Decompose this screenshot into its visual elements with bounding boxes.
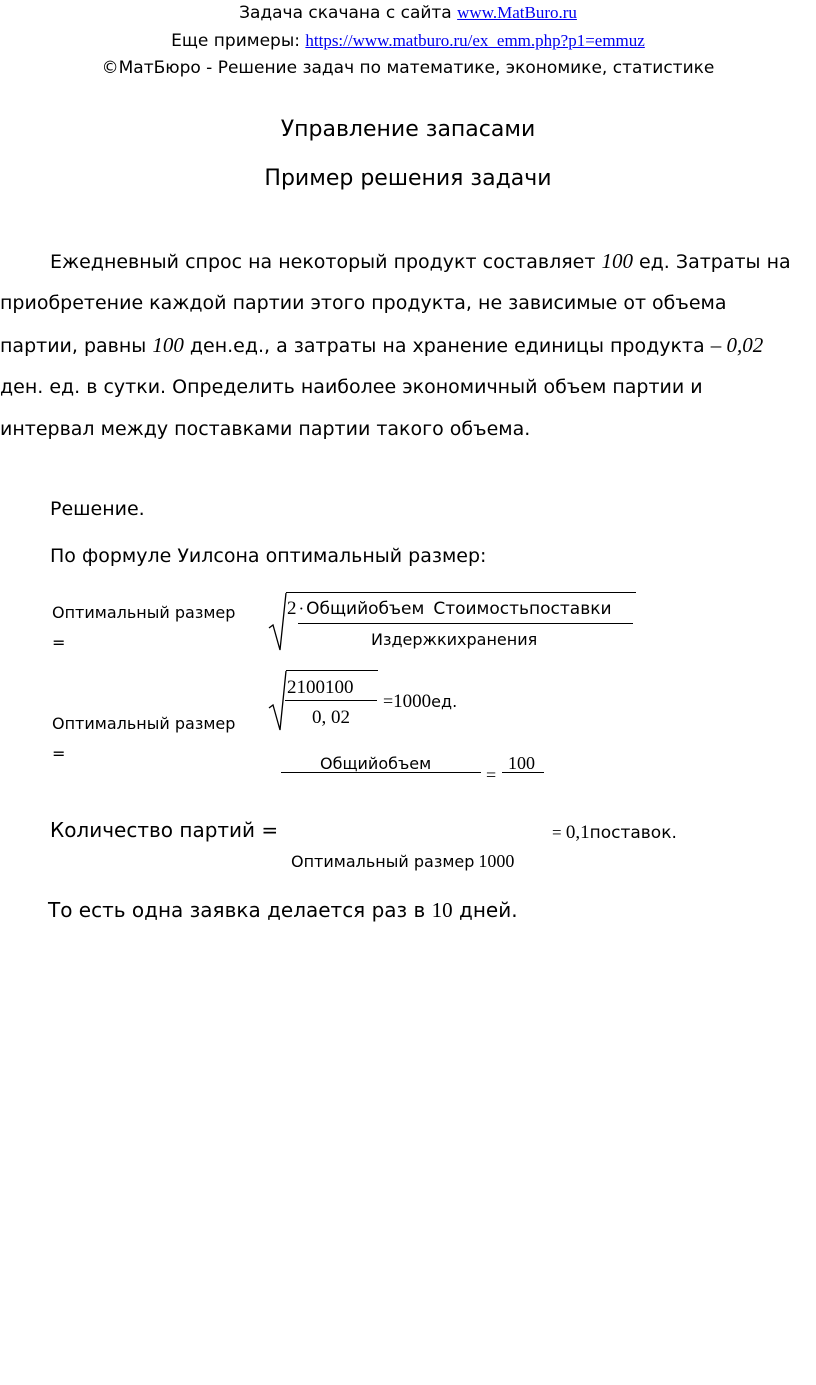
formula1-lhs: Оптимальный размер: [52, 603, 236, 622]
batches-value: 0,1: [565, 822, 590, 843]
interval-value: 10: [431, 898, 453, 922]
formula2-sqrt-bar: [286, 670, 378, 671]
formula3-result: [552, 822, 677, 844]
page-title: Управление запасами: [280, 117, 536, 142]
examples-text: Еще примеры:: [171, 31, 306, 51]
formula2-lhs-eq: =: [52, 744, 66, 763]
problem-line-5: интервал между поставками партии такого объема.: [0, 418, 531, 440]
problem-text: партии, равны: [0, 335, 153, 357]
demand-value: 100: [601, 249, 633, 273]
unit: ед.: [431, 692, 458, 711]
problem-line-3: [0, 324, 763, 367]
page-subtitle: Пример решения задачи: [264, 166, 552, 191]
header-line-copyright: ©МатБюро - Решение задач по математике, экономике, статистике: [101, 58, 715, 78]
formula3-value-fraction-bar: [502, 772, 544, 773]
formula1-lhs-eq: =: [52, 633, 66, 652]
holding-cost-value: – 0,02: [710, 333, 764, 357]
formula2-sqrt-sign: [268, 670, 288, 732]
examples-link[interactable]: https://www.matburo.ru/ex_emm.php?p1=emmuz: [305, 31, 645, 50]
problem-text: Ежедневный спрос на некоторый продукт составляет: [50, 251, 602, 273]
problem-text: ден.ед., а затраты на хранение единицы продукта: [183, 335, 711, 357]
conclusion-text: дней.: [452, 898, 518, 922]
result-eq: =: [383, 691, 394, 711]
conclusion: [48, 898, 518, 923]
den-value: 1000: [478, 851, 515, 871]
optimal-size-value: 1000: [393, 691, 432, 712]
coef-two: 2: [287, 598, 297, 619]
delivery-cost-term: Стоимостьпоставки: [433, 599, 612, 619]
formula-intro: По формуле Уилсона оптимальный размер:: [50, 545, 487, 567]
formula1-sqrt-bar: [286, 592, 636, 593]
formula3-num-value: 100: [508, 753, 535, 773]
formula1-fraction-bar: [298, 623, 633, 624]
result-eq: =: [552, 823, 566, 842]
formula1-sqrt-sign: [268, 592, 288, 652]
total-volume-term: Общийобъем: [306, 599, 425, 619]
order-cost-value: 100: [152, 333, 184, 357]
formula2-lhs: Оптимальный размер: [52, 714, 236, 733]
formula2-numerator: 2100100: [287, 677, 354, 698]
problem-line-2: приобретение каждой партии этого продукта, не зависимые от объема: [0, 292, 727, 314]
problem-line-1: [50, 240, 791, 283]
matburo-link[interactable]: www.MatBuro.ru: [457, 3, 577, 22]
formula3-lhs: Количество партий =: [50, 818, 279, 842]
formula3-denominator: [291, 851, 514, 872]
header-line-source: [0, 3, 816, 23]
header-line-examples: [0, 31, 816, 51]
unit: поставок.: [589, 823, 677, 843]
den-label: Оптимальный размер: [291, 852, 475, 871]
formula1-numerator: [287, 598, 612, 620]
formula2-denominator: 0, 02: [312, 707, 350, 728]
dot-operator: ·: [298, 599, 305, 618]
problem-text: ед. Затраты на: [632, 251, 791, 273]
formula2-fraction-bar: [285, 700, 377, 701]
formula2-result: [383, 691, 457, 713]
formula3-num-label: Общийобъем: [320, 754, 432, 773]
source-text: Задача скачана с сайта: [239, 3, 458, 23]
solution-heading: Решение.: [50, 498, 145, 520]
formula3-eq: =: [486, 765, 497, 785]
problem-line-4: ден. ед. в сутки. Определить наиболее экономичный объем партии и: [0, 376, 703, 398]
conclusion-text: То есть одна заявка делается раз в: [48, 898, 432, 922]
formula1-denominator: Издержкихранения: [371, 630, 538, 649]
formula3-label-fraction-bar: [281, 772, 481, 773]
